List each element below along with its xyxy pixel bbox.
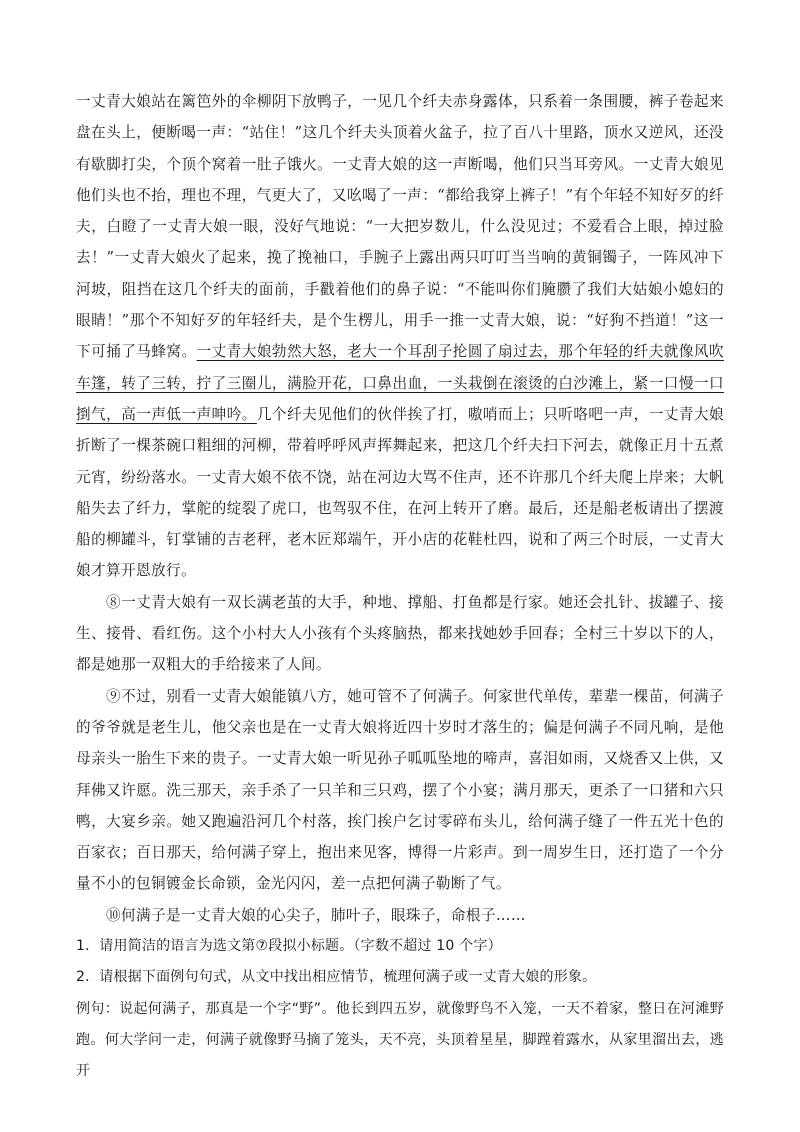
paragraph-10: ⑩何满子是一丈青大娘的心尖子，肺叶子，眼珠子，命根子…… — [106, 906, 526, 924]
question-2: 2．请根据下面例句句式，从文中找出相应情节，梳理何满子或一丈青大娘的形象。 — [76, 969, 597, 986]
paragraph-8: ⑧一丈青大娘有一双长满老茧的大手，种地、撑船、打鱼都是行家。她还会扎针、拔罐子、接生、接骨、看红伤。这个小村大人小孩有个头疼脑热，都来找她妙手回春；全村三十岁以下的人，都是她那一双粗大的手给接来了人间。 — [76, 593, 724, 674]
paragraph-7-text-a: 一丈青大娘站在篱笆外的伞柳阴下放鸭子，一见几个纤夫赤身露体，只系着一条围腰，裤子卷起来盘在头上，便断喝一声：“站住！”这几个纤夫头顶着火盆子，拉了百八十里路，顶水又逆风，还没有歇脚打尖，个顶个窝着一肚子饿火。一丈青大娘的这一声断喝，他们只当耳旁风。一丈青大娘见他们头也不抬，理也不理，气更大了，又吆喝了一声：“都给我穿上裤子！”有个年轻不知好歹的纤夫，白瞪了一丈青大娘一眼，没好气地说：“一大把岁数儿，什么没见过；不爱看合上眼，掉过脸去！”一丈青大娘火了起来，挽了挽袖口，手腕子上露出两只叮叮当当响的黄铜镯子，一阵风冲下河坡，阻挡在这几个纤夫的面前，手戳着他们的鼻子说：“不能叫你们腌臜了我们大姑娘小媳妇的眼睛！”那个不知好歹的年轻纤夫，是个生楞儿，用手一推一丈青大娘，说：“好狗不挡道！”这一下可捅了马蜂窝。 — [76, 93, 724, 361]
question-1: 1．请用简洁的语言为选文第⑦段拟小标题。（字数不超过 10 个字） — [76, 938, 502, 955]
underlined-sentence: 一丈青大娘勃然大怒，老大一个耳刮子抡圆了扇过去，那个年轻的纤夫就像风吹车篷，转了三转，拧了三圈儿，满脸开花，口鼻出血，一头栽倒在滚烫的白沙滩上，紧一口慢一口捯气，高一声低一声呻吟。 — [76, 343, 724, 423]
paragraph-9: ⑨不过，别看一丈青大娘能镇八方，她可管不了何满子。何家世代单传，辈辈一棵苗，何满子的爷爷就是老生儿，他父亲也是在一丈青大娘将近四十岁时才落生的；偏是何满子不同凡响，是他母亲头一胎生下来的贵子。一丈青大娘一听见孙子呱呱坠地的啼声，喜泪如雨，又烧香又上供，又拜佛又许愿。洗三那天，亲手杀了一只羊和三只鸡，摆了个小宴；满月那天，更杀了一口猪和六只鸭，大宴乡亲。她又跑遍沿河几个村落，挨门挨户乞讨零碎布头儿，给何满子缝了一件五光十色的百家衣；百日那天，给何满子穿上，抱出来见客，博得一片彩声。到一周岁生日，还打造了一个分量不小的包铜镀金长命锁，金光闪闪，差一点把何满子勒断了气。 — [76, 687, 724, 893]
paragraph-7 — [76, 86, 724, 587]
paragraph-7-text-b: 几个纤夫见他们的伙伴挨了打，嗷哨而上；只听咯吧一声，一丈青大娘折断了一棵茶碗口粗细的河柳，带着呼呼风声挥舞起来，把这几个纤夫扫下河去，就像正月十五煮元宵，纷纷落水。一丈青大娘不依不饶，站在河边大骂不住声，还不许那几个纤夫爬上岸来；大帆船失去了纤力，掌舵的绽裂了虎口，也驾驭不住，在河上转开了磨。最后，还是船老板请出了摆渡船的柳罐斗，钉掌铺的吉老秤，老木匠郑端午，开小店的花鞋杜四，说和了两三个时辰，一丈青大娘才算开恩放行。 — [76, 405, 724, 580]
example-sentence: 例句：说起何满子，那真是一个字“野”。他长到四五岁，就像野鸟不入笼，一天不着家，整日在河滩野跑。何大学问一走，何满子就像野马摘了笼头，天不亮，头顶着星星，脚蹚着露水，从家里溜出去，逃开 — [76, 1000, 724, 1080]
